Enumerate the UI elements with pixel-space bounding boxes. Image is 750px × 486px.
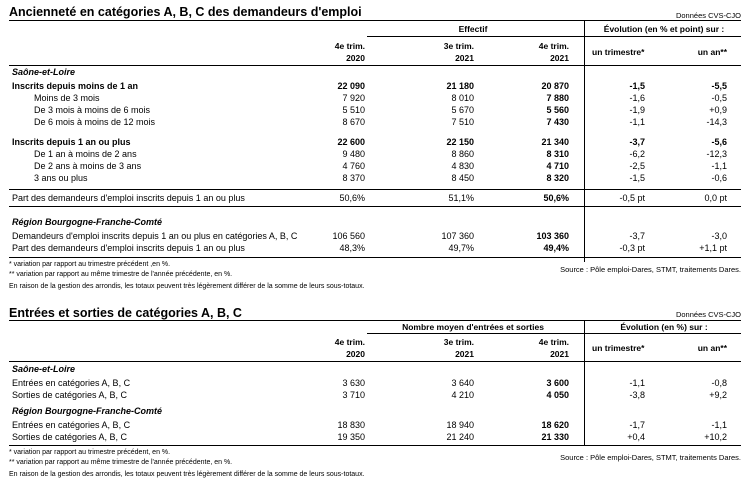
col-header-quarter: un trimestre* [592,47,645,57]
table-row: Inscrits depuis 1 an ou plus 22 600 22 150 21 340 -3,7 -5,6 [12,137,727,147]
data-tag: Données CVS-CJO [675,11,741,20]
table-row: Moins de 3 mois 7 920 8 010 7 880 -1,6 -0,5 [34,93,727,103]
col-header-q4-2021: 4e trim. 2021 [538,41,569,63]
top-rule [9,20,741,21]
group-header-effectif: Effectif [458,24,488,34]
table-row: Part des demandeurs d'emploi inscrits depuis 1 an ou plus 48,3% 49,7% 49,4% -0,3 pt +1,1 pt [12,243,727,253]
table-row: De 6 mois à moins de 12 mois 8 670 7 510 7 430 -1,1 -14,3 [34,117,727,127]
table-title: Entrées et sorties de catégories A, B, C [9,306,242,320]
col-header-year: un an** [697,47,727,57]
header-bottom-rule [9,361,741,362]
col-header-year: un an** [697,343,727,353]
row-divider [9,189,741,190]
table-row: Entrées en catégories A, B, C 18 830 18 940 18 620 -1,7 -1,1 [12,420,727,430]
header-sub-rule [367,333,741,334]
table-row: De 3 mois à moins de 6 mois 5 510 5 670 5 560 -1,9 +0,9 [34,105,727,115]
table-title: Ancienneté en catégories A, B, C des demandeurs d'emploi [9,5,362,19]
table-bottom-rule [9,257,741,258]
table-row: Part des demandeurs d'emploi inscrits depuis 1 an ou plus 50,6% 51,1% 50,6% -0,5 pt 0,0 pt [12,193,727,203]
footnote: * variation par rapport au trimestre précédent, en %. [9,449,171,456]
col-header-q4-2020: 4e trim. 2020 [334,337,365,359]
header-sub-rule [367,36,741,37]
group-header-evolution: Évolution (en % et point) sur : [603,24,725,34]
col-header-q4-2021: 4e trim. 2021 [538,337,569,359]
region-label: Région Bourgogne-Franche-Comté [12,217,162,227]
col-header-quarter: un trimestre* [592,343,645,353]
group-header-moyenne: Nombre moyen d'entrées et sorties [402,322,544,332]
table-row: Sorties de catégories A, B, C 3 710 4 210 4 050 -3,8 +9,2 [12,390,727,400]
group-header-evolution: Évolution (en %) sur : [620,322,708,332]
footnote: ** variation par rapport au même trimestre de l'année précédente, en %. [9,271,233,278]
footnote: ** variation par rapport au même trimestre de l'année précédente, en %. [9,459,233,466]
header-bottom-rule [9,65,741,66]
data-tag: Données CVS-CJO [675,310,741,319]
footnote: * variation par rapport au trimestre précédent ,en %. [9,261,171,268]
region-label: Saône-et-Loire [12,67,76,77]
table-row: Entrées en catégories A, B, C 3 630 3 640 3 600 -1,1 -0,8 [12,378,727,388]
source-note: Source : Pôle emploi-Dares, STMT, traitements Dares. [560,265,741,274]
table-row: Demandeurs d'emploi inscrits depuis 1 an ou plus en catégories A, B, C 106 560 107 360 103 360 -3,7 -3,0 [12,231,727,241]
region-label: Saône-et-Loire [12,364,76,374]
source-note: Source : Pôle emploi-Dares, STMT, traitements Dares. [560,453,741,462]
table-row: De 2 ans à moins de 3 ans 4 760 4 830 4 710 -2,5 -1,1 [34,161,727,171]
table-row: De 1 an à moins de 2 ans 9 480 8 860 8 310 -6,2 -12,3 [34,149,727,159]
footnote: En raison de la gestion des arrondis, les totaux peuvent très légèrement différer de la somme de leurs sous-totaux. [9,283,365,290]
table-row: Inscrits depuis moins de 1 an 22 090 21 180 20 870 -1,5 -5,5 [12,81,727,91]
region-label: Région Bourgogne-Franche-Comté [12,406,162,416]
top-rule [9,320,741,321]
footnote: En raison de la gestion des arrondis, les totaux peuvent très légèrement différer de la somme de leurs sous-totaux. [9,471,365,478]
row-divider [9,206,741,207]
table-row: 3 ans ou plus 8 370 8 450 8 320 -1,5 -0,6 [34,173,727,183]
table-row: Sorties de catégories A, B, C 19 350 21 240 21 330 +0,4 +10,2 [12,432,727,442]
col-header-q3-2021: 3e trim. 2021 [443,41,474,63]
table-bottom-rule [9,445,741,446]
col-header-q3-2021: 3e trim. 2021 [443,337,474,359]
col-header-q4-2020: 4e trim. 2020 [334,41,365,63]
